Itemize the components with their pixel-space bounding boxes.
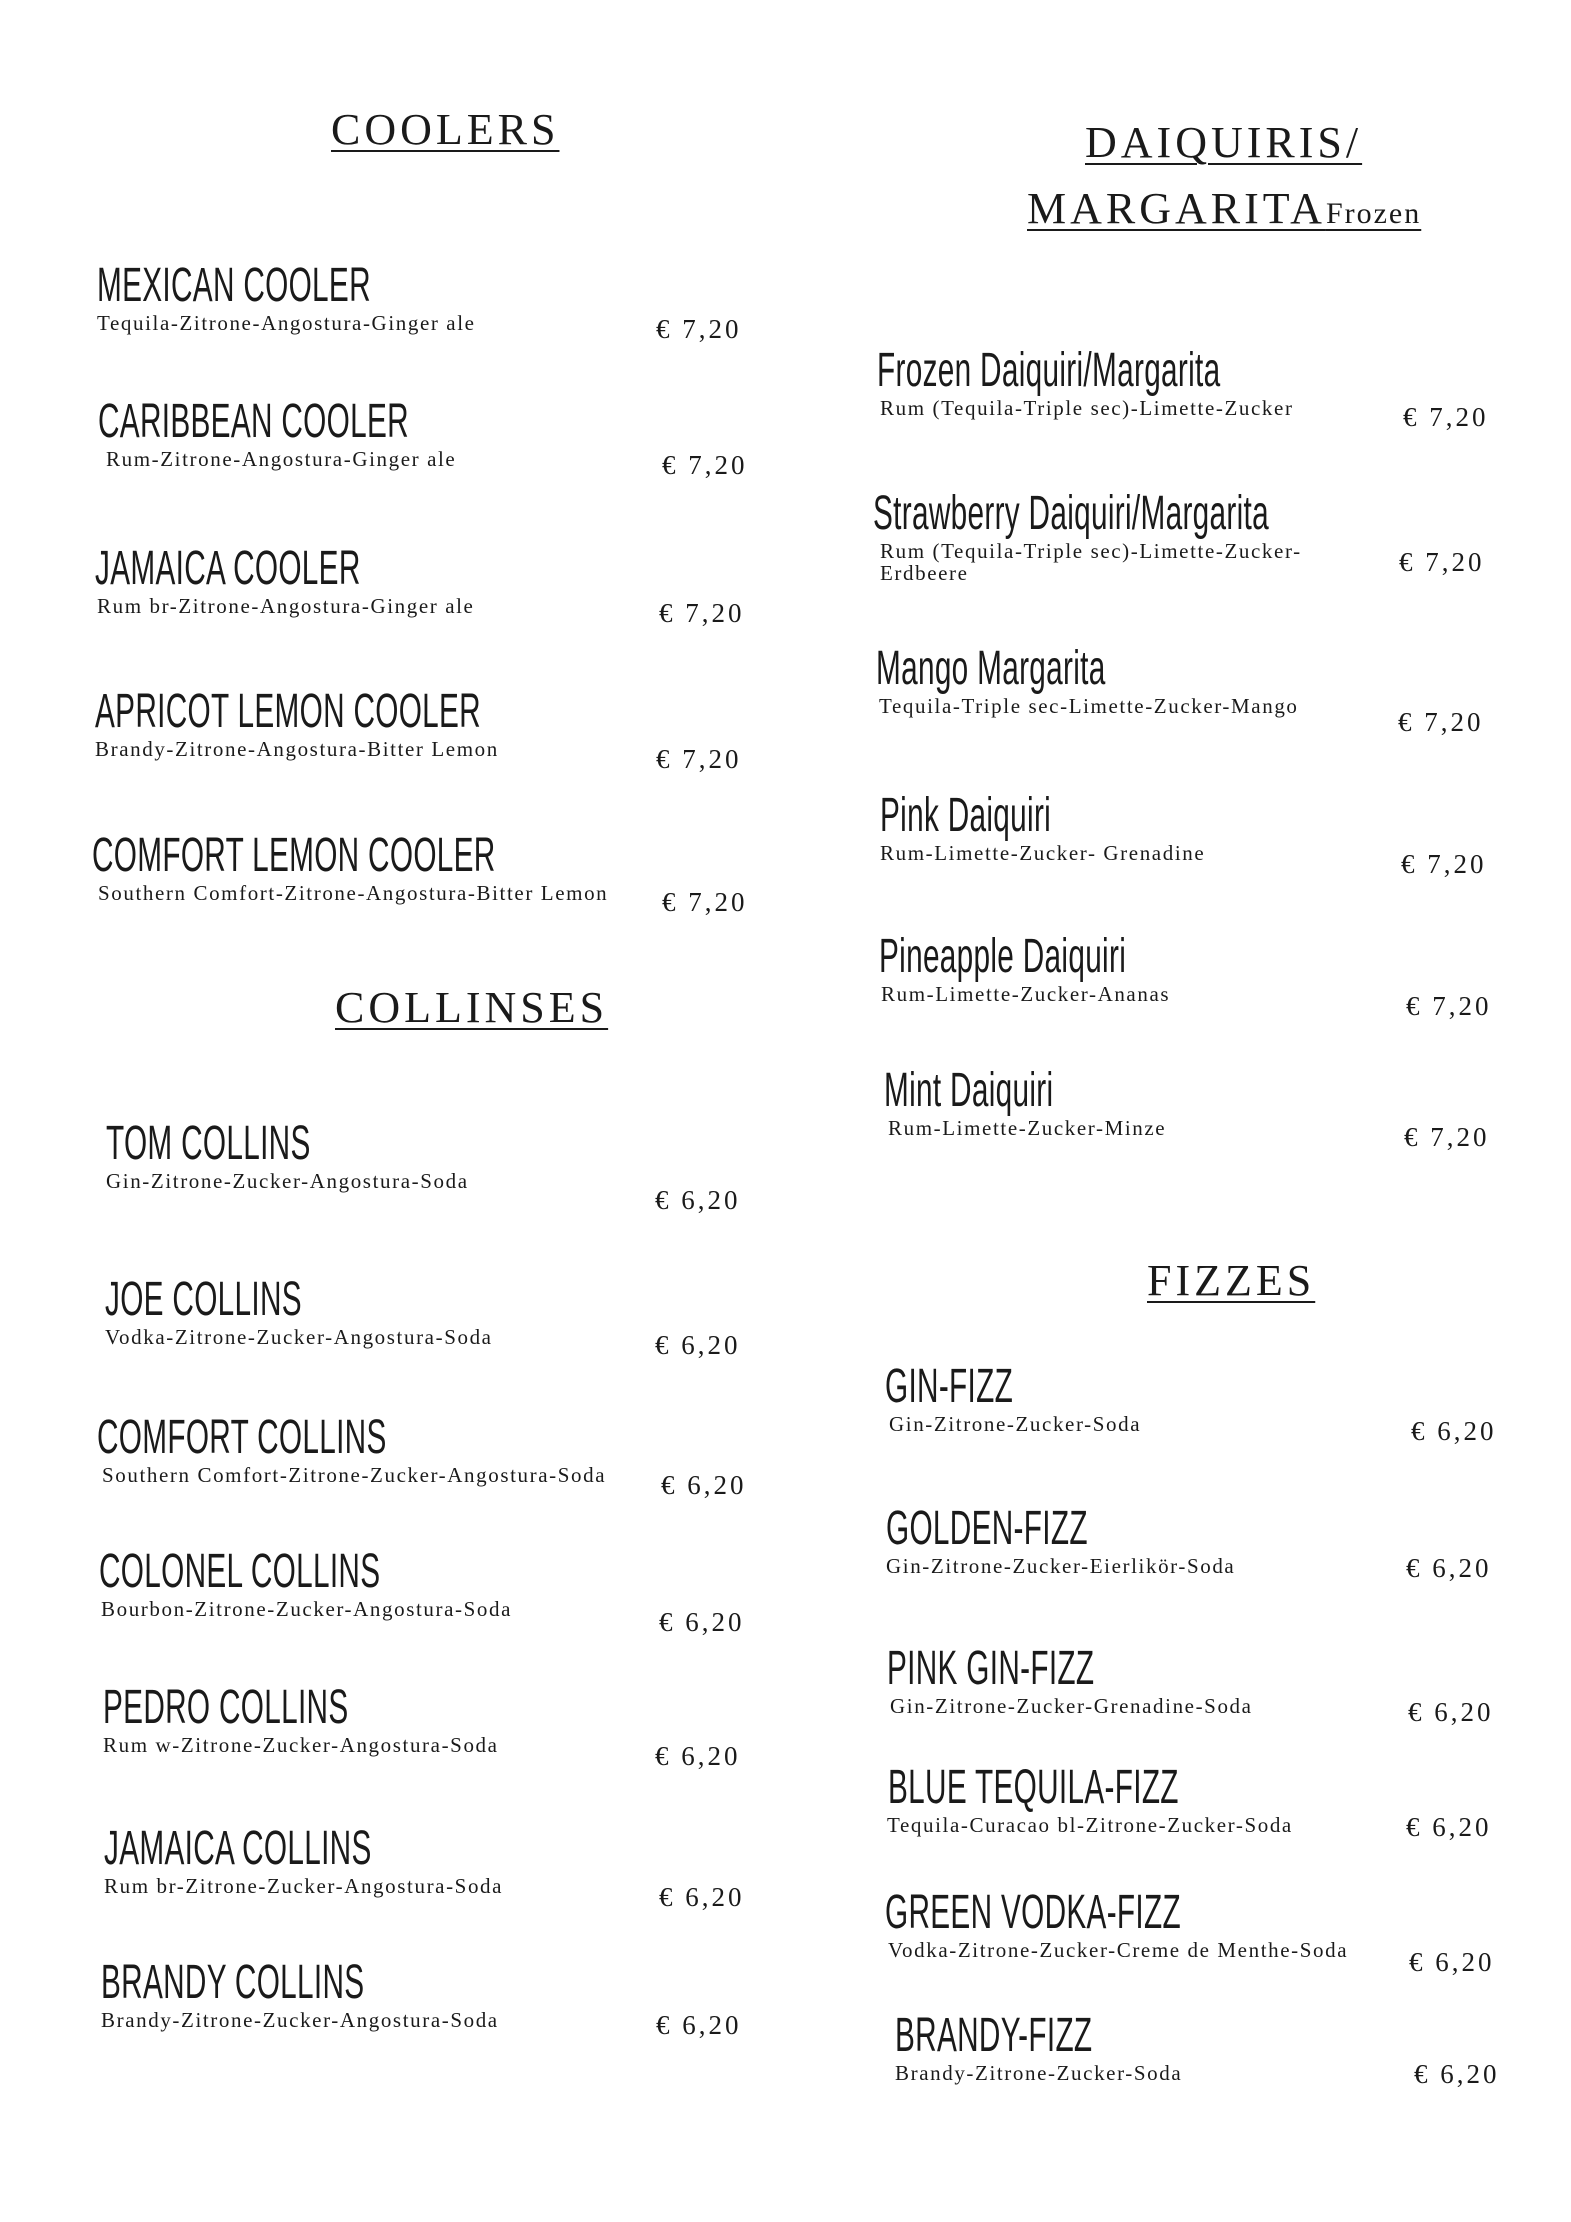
menu-item-green-vodka-fizz xyxy=(885,1886,1362,1962)
item-description: Gin-Zitrone-Zucker-Grenadine-Soda xyxy=(890,1694,1253,1718)
item-description: Gin-Zitrone-Zucker-Angostura-Soda xyxy=(106,1169,469,1193)
item-name: APRICOT LEMON COOLER xyxy=(95,685,481,738)
item-price: € 7,20 xyxy=(662,887,748,917)
item-name: PINK GIN-FIZZ xyxy=(887,1642,1095,1695)
item-description: Tequila-Triple sec-Limette-Zucker-Mango xyxy=(879,694,1299,718)
item-description: Bourbon-Zitrone-Zucker-Angostura-Soda xyxy=(101,1597,513,1621)
item-name: GREEN VODKA-FIZZ xyxy=(885,1886,1181,1939)
item-name: COMFORT LEMON COOLER xyxy=(92,829,496,882)
item-price: € 7,20 xyxy=(662,450,748,480)
item-name: BRANDY-FIZZ xyxy=(895,2009,1093,2062)
item-description: Rum-Zitrone-Angostura-Ginger ale xyxy=(106,447,457,471)
item-description: Rum-Limette-Zucker- Grenadine xyxy=(880,841,1206,865)
menu-item-brandy-fizz xyxy=(895,2009,1213,2085)
item-name: MEXICAN COOLER xyxy=(97,259,371,312)
item-name: GIN-FIZZ xyxy=(885,1360,1014,1413)
menu-item-frozen-daiquiri xyxy=(877,344,1431,420)
item-price: € 6,20 xyxy=(661,1470,747,1500)
item-price: € 7,20 xyxy=(1401,849,1487,879)
item-name: BLUE TEQUILA-FIZZ xyxy=(888,1761,1179,1814)
menu-item-mexican-cooler xyxy=(97,259,539,335)
item-price: € 7,20 xyxy=(1403,402,1489,432)
menu-item-mint-daiquiri xyxy=(884,1064,1167,1140)
item-description: Rum-Limette-Zucker-Ananas xyxy=(881,982,1171,1006)
item-description: Tequila-Zitrone-Angostura-Ginger ale xyxy=(97,311,476,335)
menu-item-pink-daiquiri xyxy=(880,789,1206,865)
item-description: Southern Comfort-Zitrone-Zucker-Angostura-Soda xyxy=(102,1463,607,1487)
item-description: Rum br-Zitrone-Angostura-Ginger ale xyxy=(97,594,475,618)
item-name: PEDRO COLLINS xyxy=(103,1681,349,1734)
item-name: JAMAICA COLLINS xyxy=(104,1822,372,1875)
menu-item-comfort-collins xyxy=(97,1411,607,1487)
item-name: Pink Daiquiri xyxy=(880,789,1052,842)
menu-item-brandy-collins xyxy=(101,1956,526,2032)
coolers-heading: COOLERS xyxy=(331,105,560,154)
collinses-heading: COLLINSES xyxy=(335,983,609,1032)
margarita-heading: MARGARITA xyxy=(1027,184,1326,233)
item-description: Rum (Tequila-Triple sec)-Limette-Zucker xyxy=(880,396,1294,420)
item-description: Vodka-Zitrone-Zucker-Creme de Menthe-Soda xyxy=(888,1938,1349,1962)
menu-item-golden-fizz xyxy=(886,1502,1236,1578)
item-price: € 7,20 xyxy=(1399,547,1485,577)
item-name: Pineapple Daiquiri xyxy=(879,930,1127,983)
daiquiris-heading-line1: DAIQUIRIS/ xyxy=(1085,118,1363,167)
item-description: Gin-Zitrone-Zucker-Soda xyxy=(889,1412,1142,1436)
item-name: JAMAICA COOLER xyxy=(95,542,361,595)
item-name: BRANDY COLLINS xyxy=(101,1956,365,2009)
item-name: COLONEL COLLINS xyxy=(99,1545,381,1598)
menu-item-joe-collins xyxy=(105,1273,493,1349)
item-description: Brandy-Zitrone-Zucker-Soda xyxy=(895,2061,1183,2085)
item-price: € 6,20 xyxy=(1414,2059,1500,2089)
item-description: Rum (Tequila-Triple sec)-Limette-Zucker-Erdbeere xyxy=(880,539,1302,586)
fizzes-heading: FIZZES xyxy=(1147,1256,1316,1305)
item-name: JOE COLLINS xyxy=(105,1273,302,1326)
item-name: TOM COLLINS xyxy=(106,1117,311,1170)
item-description: Rum-Limette-Zucker-Minze xyxy=(888,1116,1167,1140)
menu-item-gin-fizz xyxy=(885,1360,1142,1436)
item-description: Rum br-Zitrone-Zucker-Angostura-Soda xyxy=(104,1874,504,1898)
item-name: CARIBBEAN COOLER xyxy=(98,395,409,448)
item-price: € 6,20 xyxy=(1411,1416,1497,1446)
item-price: € 7,20 xyxy=(656,744,742,774)
item-price: € 7,20 xyxy=(1398,707,1484,737)
item-name: COMFORT COLLINS xyxy=(97,1411,387,1464)
item-price: € 6,20 xyxy=(655,1741,741,1771)
menu-item-mango-margarita xyxy=(876,642,1299,718)
item-price: € 7,20 xyxy=(659,598,745,628)
item-price: € 6,20 xyxy=(1408,1697,1494,1727)
menu-item-pedro-collins xyxy=(103,1681,499,1757)
item-name: Mint Daiquiri xyxy=(884,1064,1054,1117)
item-description: Brandy-Zitrone-Angostura-Bitter Lemon xyxy=(95,737,499,761)
item-price: € 7,20 xyxy=(1404,1122,1490,1152)
item-price: € 6,20 xyxy=(659,1607,745,1637)
item-name: GOLDEN-FIZZ xyxy=(886,1502,1088,1555)
menu-item-apricot-lemon-cooler xyxy=(95,685,718,761)
item-name: Strawberry Daiquiri/Margarita xyxy=(873,487,1269,540)
item-name: Frozen Daiquiri/Margarita xyxy=(877,344,1221,397)
menu-item-pineapple-daiquiri xyxy=(879,930,1278,1006)
item-price: € 7,20 xyxy=(1406,991,1492,1021)
menu-item-jamaica-cooler xyxy=(95,542,523,618)
frozen-suffix: Frozen xyxy=(1325,197,1422,230)
item-description: Vodka-Zitrone-Zucker-Angostura-Soda xyxy=(105,1325,493,1349)
item-description: Rum w-Zitrone-Zucker-Angostura-Soda xyxy=(103,1733,499,1757)
item-description: Gin-Zitrone-Zucker-Eierlikör-Soda xyxy=(886,1554,1236,1578)
menu-item-caribbean-cooler xyxy=(98,395,599,471)
item-description: Tequila-Curacao bl-Zitrone-Zucker-Soda xyxy=(887,1813,1293,1837)
menu-item-jamaica-collins xyxy=(104,1822,536,1898)
menu-item-tom-collins xyxy=(106,1117,469,1193)
item-price: € 6,20 xyxy=(1406,1553,1492,1583)
daiquiris-heading-line2 xyxy=(1027,184,1422,233)
menu-item-pink-gin-fizz xyxy=(887,1642,1253,1718)
menu-item-comfort-lemon-cooler xyxy=(92,829,743,905)
item-price: € 6,20 xyxy=(656,2010,742,2040)
item-name: Mango Margarita xyxy=(876,642,1106,695)
item-description: Southern Comfort-Zitrone-Angostura-Bitter Lemon xyxy=(98,881,609,905)
item-price: € 6,20 xyxy=(1409,1947,1495,1977)
item-description: Brandy-Zitrone-Zucker-Angostura-Soda xyxy=(101,2008,499,2032)
menu-item-blue-tequila-fizz xyxy=(887,1761,1357,1837)
menu-item-colonel-collins xyxy=(99,1545,553,1621)
item-price: € 6,20 xyxy=(655,1185,741,1215)
item-price: € 6,20 xyxy=(1406,1812,1492,1842)
item-price: € 6,20 xyxy=(655,1330,741,1360)
item-price: € 6,20 xyxy=(659,1882,745,1912)
item-price: € 7,20 xyxy=(656,314,742,344)
